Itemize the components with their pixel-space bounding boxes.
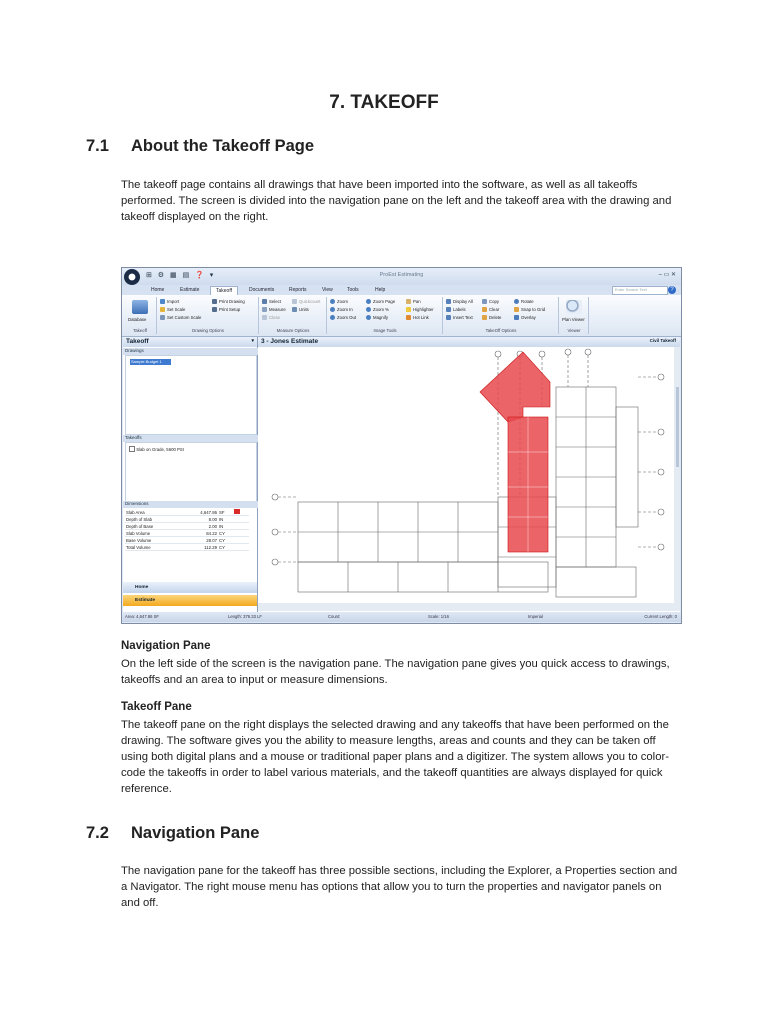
- highlighter-button[interactable]: Highlighter: [406, 307, 434, 312]
- title-bar: [122, 268, 681, 285]
- takeoff-item[interactable]: Slab on Grade, 5600 PSI: [129, 446, 184, 452]
- color-swatch[interactable]: [234, 509, 240, 514]
- takeoff-pane: [258, 337, 680, 621]
- pane-title: Takeoff: [126, 338, 149, 345]
- ribbon-group-takeoff: [124, 297, 157, 334]
- hot-link-button[interactable]: Hot Link: [406, 315, 429, 320]
- import-button[interactable]: Import: [160, 299, 179, 304]
- zoom-button[interactable]: Zoom: [330, 299, 348, 304]
- drawings-section-header: Drawings: [123, 348, 259, 355]
- drawing-header: [258, 337, 680, 347]
- drawing-item-selected[interactable]: Sample Budget 1: [130, 359, 171, 365]
- ribbon: [122, 295, 681, 337]
- set-scale-button[interactable]: Set Scale: [160, 307, 185, 312]
- display-all-button[interactable]: Display All: [446, 299, 473, 304]
- group-label: Measure Options: [276, 328, 310, 333]
- nav-home-button[interactable]: Home: [123, 582, 257, 593]
- section-heading-7-2: [86, 824, 259, 843]
- nav-estimate-button[interactable]: Estimate: [123, 595, 257, 606]
- group-label: TakeOff Options: [485, 328, 517, 333]
- dimension-row: Depth of Base 2.00 IN: [125, 523, 249, 530]
- set-custom-scale-button[interactable]: Set Custom Scale: [160, 315, 201, 320]
- ribbon-group-takeoff-options: [444, 297, 559, 334]
- group-label: Viewer: [567, 328, 581, 333]
- tab-home[interactable]: Home: [151, 287, 165, 293]
- brand-label: Civil Takeoff: [649, 338, 676, 343]
- search-input[interactable]: Enter Search Text: [612, 286, 668, 295]
- pane-dropdown-icon[interactable]: ▾: [251, 338, 254, 344]
- print-setup-button[interactable]: Print Setup: [212, 307, 240, 312]
- labels-button[interactable]: Labels: [446, 307, 466, 312]
- delete-button[interactable]: Delete: [482, 315, 501, 320]
- dimension-row: Slab Volume 84.22 CY: [125, 530, 249, 537]
- pan-button[interactable]: Pan: [406, 299, 421, 304]
- section-number: 7.2: [86, 824, 109, 842]
- dimensions-table: [125, 509, 255, 551]
- print-drawing-button[interactable]: Print Drawing: [212, 299, 245, 304]
- navigation-pane: [123, 337, 258, 621]
- checkbox-icon[interactable]: [129, 446, 135, 452]
- status-scale: Scale: 1/16: [428, 614, 449, 619]
- drawings-list: [125, 355, 257, 435]
- status-count: Count:: [328, 614, 341, 619]
- takeoffs-list: [125, 442, 257, 504]
- snap-to-grid-button[interactable]: Snap to Grid: [514, 307, 545, 312]
- section-number: 7.1: [86, 137, 109, 155]
- zoom-out-button[interactable]: Zoom Out: [330, 315, 356, 320]
- section-heading-7-1: [86, 137, 314, 156]
- status-area: Area: 4,647.86 SF: [125, 614, 159, 619]
- subsection-text-takeoff-pane: The takeoff pane on the right displays the selected drawing and any takeoffs that have been performed on the drawing. The software gives you the ability to measure lengths, areas and counts and they can be taken off using both digital plans and a mouse or traditional paper plans and a digitizer. The system allows you to color-code the takeoffs in order to label various materials, and the takeoff quantities are always displayed for quick reference.: [121, 719, 670, 795]
- zoom-page-button[interactable]: Zoom Page: [366, 299, 395, 304]
- tab-documents[interactable]: Documents: [249, 287, 275, 293]
- status-current-length: Current Length: 0: [644, 614, 677, 619]
- ribbon-tabs: [122, 285, 681, 295]
- dimension-row: Slab Area 4,647.86 SF: [125, 509, 249, 516]
- dimension-row: Base Volume 28.07 CY: [125, 537, 249, 544]
- ribbon-group-measure-options: [260, 297, 327, 334]
- window-controls[interactable]: – ▭ ✕: [658, 272, 676, 278]
- database-icon[interactable]: [132, 300, 148, 314]
- zoom-percent-button[interactable]: Zoom %: [366, 307, 389, 312]
- dimensions-section-header: Dimensions: [123, 501, 259, 508]
- takeoffs-section-header: Takeoffs: [123, 435, 259, 442]
- drawing-title: 3 - Jones Estimate: [261, 338, 319, 345]
- section-title: Navigation Pane: [131, 824, 260, 842]
- group-label: Takeoff: [133, 328, 147, 333]
- status-length: Length: 376.33 LF: [228, 614, 262, 619]
- floor-plan-drawing[interactable]: [258, 347, 680, 611]
- tab-view[interactable]: View: [322, 287, 333, 293]
- quick-access-toolbar[interactable]: ⊞ ⚙ ▦ ▤ ❓ ▾: [146, 272, 216, 279]
- ribbon-group-viewer: [560, 297, 589, 334]
- insert-text-button[interactable]: Insert Text: [446, 315, 473, 320]
- close-button[interactable]: Close: [262, 315, 280, 320]
- rotate-button[interactable]: Rotate: [514, 299, 534, 304]
- tab-takeoff[interactable]: Takeoff: [210, 286, 238, 295]
- quickcount-button[interactable]: Quickcount: [292, 299, 321, 304]
- ribbon-group-drawing-options: [158, 297, 259, 334]
- overlay-button[interactable]: Overlay: [514, 315, 536, 320]
- subsection-heading-navigation-pane: Navigation Pane: [121, 640, 211, 652]
- tab-estimate[interactable]: Estimate: [180, 287, 200, 293]
- tab-tools[interactable]: Tools: [347, 287, 359, 293]
- units-button[interactable]: Units: [292, 307, 309, 312]
- intro-paragraph: The takeoff page contains all drawings that have been imported into the software, as well as all takeoffs performed. The screen is divided into the navigation pane on the left and the takeoff area with the drawing and takeoff displayed on the right.: [121, 179, 672, 223]
- copy-button[interactable]: Copy: [482, 299, 499, 304]
- takeoff-screenshot: [121, 267, 682, 624]
- tab-help[interactable]: Help: [375, 287, 386, 293]
- measure-button[interactable]: Measure: [262, 307, 286, 312]
- status-bar: [122, 612, 681, 622]
- zoom-in-button[interactable]: Zoom In: [330, 307, 353, 312]
- page-title: 7. TAKEOFF: [329, 92, 439, 113]
- magnify-button[interactable]: Magnify: [366, 315, 388, 320]
- select-button[interactable]: Select: [262, 299, 281, 304]
- tab-reports[interactable]: Reports: [289, 287, 307, 293]
- dimension-row: Total Volume 112.29 CY: [125, 544, 249, 551]
- magnifier-icon[interactable]: [566, 300, 582, 314]
- ribbon-group-image-tools: [328, 297, 443, 334]
- group-label: Image Tools: [373, 328, 397, 333]
- section-title: About the Takeoff Page: [131, 137, 315, 155]
- dimension-row: Depth of Slab 8.00 IN: [125, 516, 249, 523]
- window-title: ProEst Estimating: [379, 272, 424, 278]
- plan-viewer-button[interactable]: Plan Viewer: [562, 317, 585, 322]
- navigation-paragraph: The navigation pane for the takeoff has three possible sections, including the Explorer, a Properties section and a Navigator. The right mouse menu has options that allow you to turn the properties and navigator panels on and off.: [121, 865, 678, 909]
- help-icon[interactable]: ?: [668, 286, 676, 294]
- database-button[interactable]: Database: [128, 317, 147, 322]
- subsection-heading-takeoff-pane: Takeoff Pane: [121, 701, 192, 713]
- group-label: Drawing Options: [192, 328, 224, 333]
- clear-button[interactable]: Clear: [482, 307, 499, 312]
- navigation-pane-header: [123, 337, 257, 347]
- status-units: Imperial: [528, 614, 543, 619]
- subsection-text-navigation-pane: On the left side of the screen is the navigation pane. The navigation pane gives you quick access to drawings, takeoffs and an area to input or measure dimensions.: [121, 658, 670, 686]
